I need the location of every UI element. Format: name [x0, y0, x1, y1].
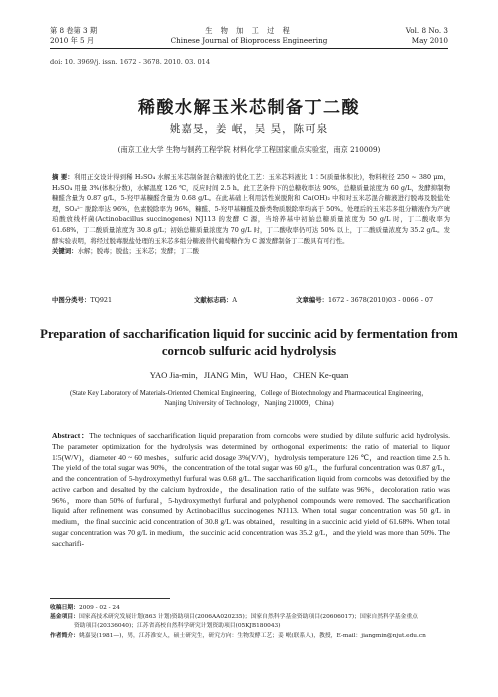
- chinese-abstract: [52, 172, 450, 257]
- footnote-divider: [50, 598, 170, 599]
- issue-cn: 第 8 卷第 3 期: [50, 26, 98, 35]
- abstract-text-cn: 利用正交设计得到稀 H₂SO₄ 水解玉米芯制备混合糖液的优化工艺：玉米芯料液比 1∶5(质量体积比)，物料粒径 250 ~ 380 μm，H₂SO₄ 用量 3%(体积分数)，水解温度 126 ℃，反应时间 2.5 h。此工艺条件下的总糖收率达 90%，总糖质量浓度为 60 g/L，发酵抑制物糠醛含量为 0.87 g/L，5-羟甲基糠醛含量为 0.68 g/L。在此基础上利用活性炭脱附和 Ca(OH)₂ 中和对玉米芯混合糖液进行脱毒及脱盐处理，SO₄²⁻ 脱除率达 96%，色素脱除率为 96%，糠醛、5-羟甲基糠醛及酚类物质脱除率均高于 50%。处理后的玉米芯多组分糖液作为产琥珀酸放线杆菌(Actinobacillus succinogenes) NJ113 的发酵 C 源，当培养基中初始总糖质量浓度为 50 g/L 时，丁二酸收率为 61.68%，丁二酸质量浓度为 30.8 g/L；初始总糖质量浓度为 70 g/L 时，丁二酸收率仍可达 50% 以上，丁二酸质量浓度为 35.2 g/L。发酵实验表明，将经过脱毒脱盐处理的玉米芯多组分糖液替代葡萄糖作为 C 源发酵制备丁二酸具有可行性。: [52, 173, 450, 245]
- fund-text-2: 资助项目(20336040)；江苏省高校自然科学研究计划资助项目(05KJB180043): [74, 623, 281, 630]
- received-note: [50, 604, 452, 613]
- journal-name-cn: 生 物 加 工 过 程: [205, 26, 293, 35]
- doi: doi: 10. 3969/j. issn. 1672 - 3678. 2010. 03. 014: [50, 58, 211, 66]
- date-cn: 2010 年 5 月: [50, 36, 95, 45]
- header-journal: [50, 26, 448, 46]
- affiliation-line-1: (State Key Laboratory of Materials-Oriented Chemical Engineering，College of Biotechnology and Pharmaceutical Engineering，: [69, 390, 429, 397]
- abstract-text-en: The techniques of saccharification liquid preparation from corncobs were studied by dilute sulfuric acid hydrolysis. The parameter optimization for the hydrolysis was determined by orthogonal experiments: the ratio of material to liquor 1∶5(W/V)，diameter 40 ~ 60 meshes，sulfuric acid dosage 3%(V/V)，hydrolysis temperature 126 ℃，and reaction time 2.5 h. The yield of the total sugar was 90%，the concentration of the total sugar was 60 g/L，the furfural concentration was 0.87 g/L，and the concentration of 5-hydroxymethyl furfural was 0.68 g/L. The saccharification liquid from corncobs was detoxified by the active carbon and desalted by the calcium hydroxide，the desalination ratio of the sulfate was 96%，decoloration ratio was 96%，more than 50% of furfural，5-hydroxymethyl furfural and polyphenol compounds were removed. The saccharification liquid after refinement was consumed by Actinobacillus succinogenes NJ113. When total sugar concentration was 50 g/L in medium，the final succinic acid concentration of 30.8 g/L was obtained，resulting in a succinic acid yield of 61.68%. When total sugar concentration was 70 g/L in medium，the succinic acid concentration was 35.2 g/L，and the yield was more than 50%. The saccharifi-: [52, 431, 450, 548]
- articleno-label: 文章编号：: [296, 296, 329, 304]
- affiliation-line-2: Nanjing University of Technology，Nanjing 210009，China): [164, 400, 334, 407]
- author-text: 姚嘉旻(1981—)，男，江苏淮安人，硕士研究生，研究方向：生物发酵工艺；姜 岷(联系人)，教授，E-mail：jiangmin@njut.edu.cn: [79, 632, 426, 639]
- english-title: Preparation of saccharification liquid for succinic acid by fermentation from corncob sulfuric acid hydrolysis: [40, 327, 458, 358]
- fund-text-1: 国家高技术研究发展计划(863 计划)资助项目(2006AA020235)；国家自然科学基金资助项目(20606017)；国家自然科学基金重点: [79, 614, 418, 621]
- doccode-value: A: [232, 296, 238, 304]
- chinese-affiliation: (南京工业大学 生物与制药工程学院 材料化学工程国家重点实验室，南京 210009): [117, 145, 381, 154]
- fund-note: [50, 613, 452, 622]
- fund-label: 基金项目：: [50, 614, 79, 621]
- english-abstract: [52, 431, 450, 549]
- english-affiliation: [40, 389, 458, 409]
- received-label: 收稿日期：: [50, 605, 79, 611]
- english-authors: YAO Jia-min，JIANG Min，WU Hao，CHEN Ke-quan: [149, 370, 349, 380]
- footnotes: [50, 604, 452, 641]
- volume-en: Vol. 8 No. 3: [405, 26, 448, 35]
- running-header: [50, 26, 448, 49]
- chinese-title: 稀酸水解玉米芯制备丁二酸: [138, 98, 360, 118]
- journal-name-en: Chinese Journal of Bioprocess Engineering: [170, 36, 328, 45]
- articleno-value: 1672 - 3678(2010)03 - 0066 - 07: [328, 296, 434, 304]
- classification-row: [52, 295, 450, 304]
- doccode-label: 文献标志码：: [194, 296, 233, 304]
- abstract-label-en: Abstract：: [52, 431, 90, 440]
- author-note: [50, 632, 452, 641]
- chinese-authors: 姚嘉旻，姜 岷，吴 昊，陈可泉: [169, 123, 329, 135]
- received-date: 2009 - 02 - 24: [79, 605, 120, 611]
- clc-label: 中图分类号：: [52, 296, 91, 304]
- abstract-label-cn: 摘 要：: [52, 173, 74, 181]
- header-right: [406, 26, 448, 46]
- keywords-cn: 水解；脱毒；脱盐；玉米芯；发酵；丁二酸: [77, 247, 199, 256]
- author-label: 作者简介：: [50, 632, 79, 639]
- date-en: May 2010: [411, 36, 448, 45]
- keywords-label-cn: 关键词：: [52, 247, 78, 256]
- clc-value: TQ921: [90, 296, 113, 304]
